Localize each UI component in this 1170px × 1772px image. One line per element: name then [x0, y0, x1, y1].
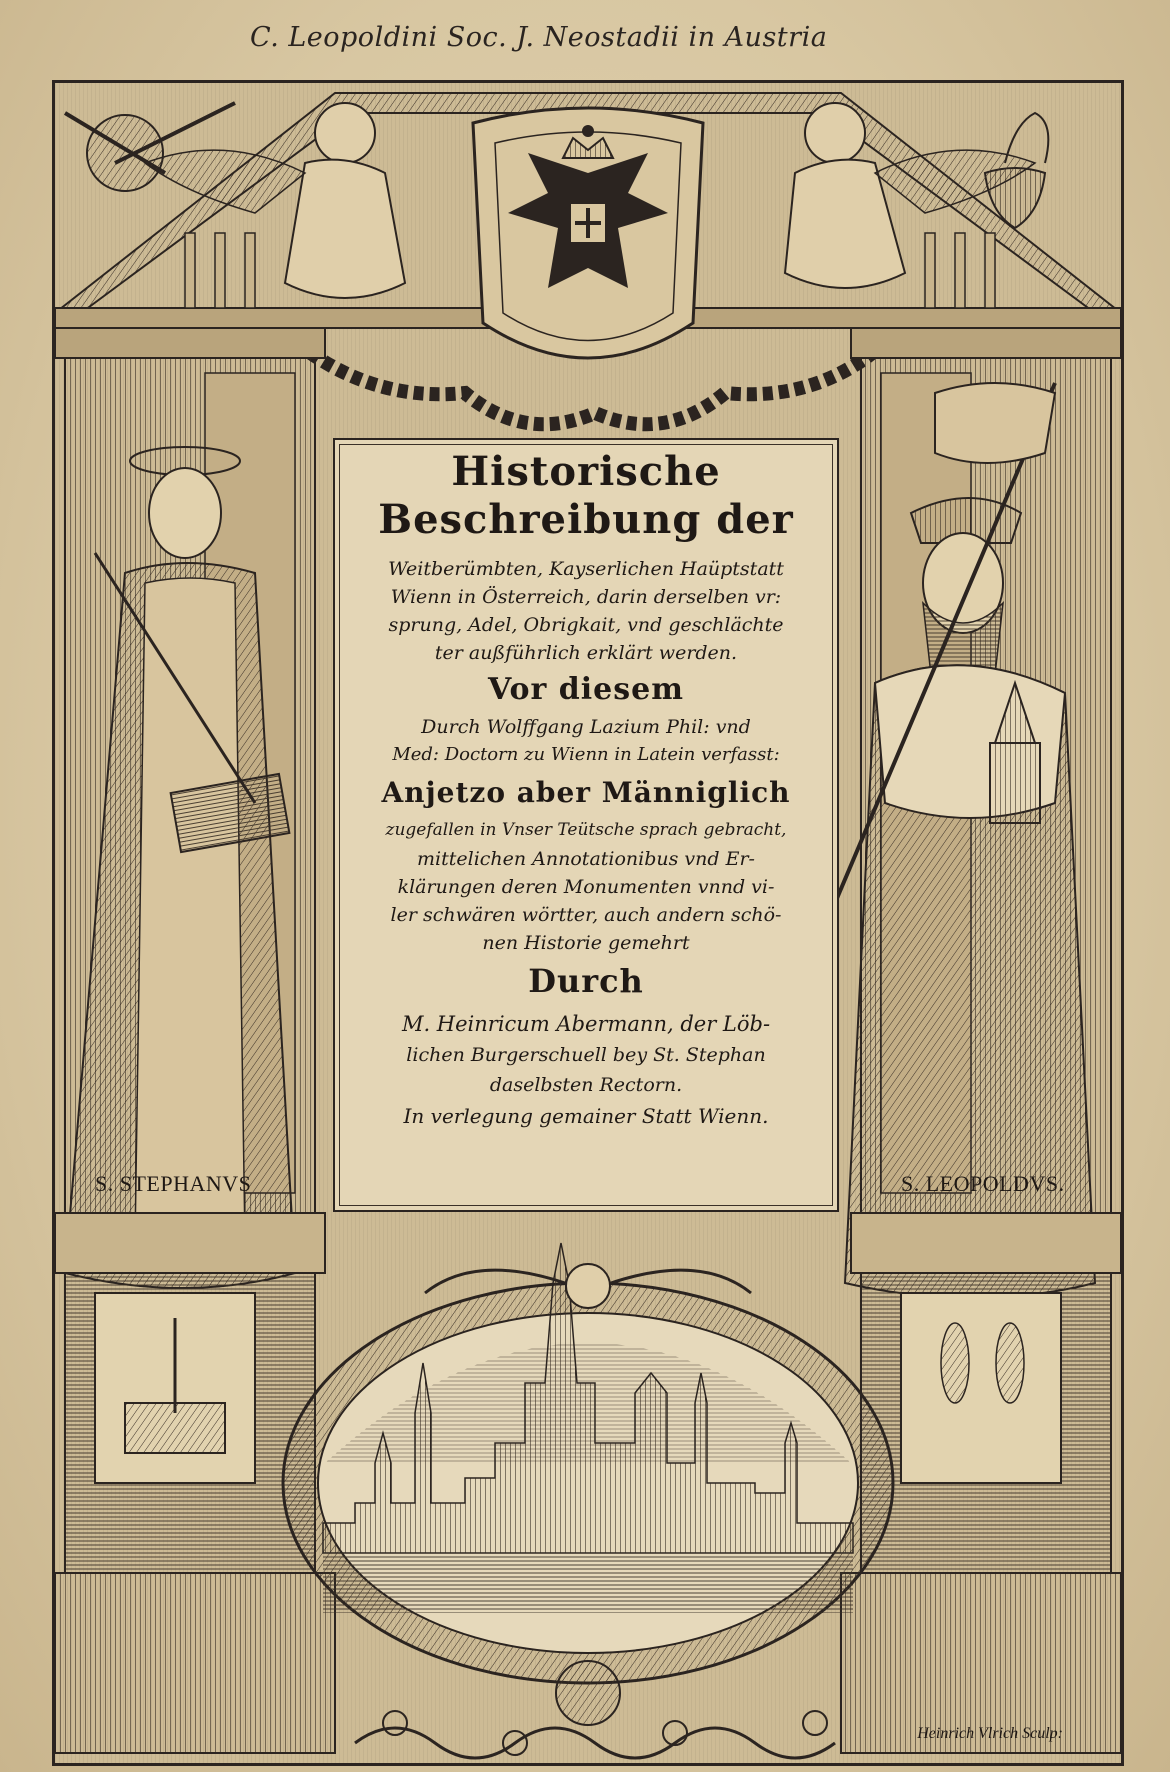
vienna-view-medallion — [283, 1243, 893, 1725]
title-page-text — [335, 440, 837, 1210]
floral-border — [355, 1728, 835, 1758]
title-line-16: Durch — [528, 962, 644, 1000]
title-line-6: ter außführlich erklärt werden. — [434, 642, 738, 664]
title-line-4: Wienn in Österreich, darin derselben vr: — [390, 586, 782, 608]
title-cartouche — [333, 438, 839, 1212]
title-line-12: mittelichen Annotationibus vnd Er- — [417, 848, 755, 870]
handwritten-inscription: C. Leopoldini Soc. J. Neostadii in Austria — [250, 22, 828, 53]
title-line-14: ler schwären wörtter, auch andern schö- — [390, 904, 782, 926]
title-line-15: nen Historie gemehrt — [482, 932, 690, 954]
saint-leopold-label: S. LEOPOLDVS. — [901, 1171, 1065, 1196]
engraver-signature: Heinrich Vlrich Sculp: — [917, 1725, 1063, 1742]
engraved-plate — [52, 80, 1124, 1766]
title-line-1: Historische — [451, 448, 721, 495]
title-line-17: M. Heinricum Abermann, der Löb- — [401, 1012, 771, 1036]
title-line-19: daselbsten Rectorn. — [489, 1074, 683, 1096]
title-line-2: Beschreibung der — [378, 496, 794, 543]
title-line-7: Vor diesem — [488, 672, 684, 707]
title-line-5: sprung, Adel, Obrigkait, vnd geschlächte — [388, 614, 784, 636]
title-line-10: Anjetzo aber Männiglich — [381, 776, 791, 809]
saint-stephen-label: S. STEPHANVS — [95, 1171, 252, 1196]
imperial-coat-of-arms — [473, 108, 703, 358]
title-line-9: Med: Doctorn zu Wienn in Latein verfasst: — [392, 744, 780, 765]
title-line-8: Durch Wolffgang Lazium Phil: vnd — [421, 716, 751, 738]
title-line-3: Weitberümbten, Kayserlichen Haüptstatt — [388, 558, 784, 580]
globe-ornament — [87, 115, 163, 191]
left-cherub — [145, 103, 405, 298]
title-line-13: klärungen deren Monumenten vnnd vi- — [397, 876, 775, 898]
title-line-18: lichen Burgerschuell bey St. Stephan — [406, 1044, 766, 1066]
title-line-20: In verlegung gemainer Statt Wienn. — [403, 1104, 769, 1128]
title-line-11: zugefallen in Vnser Teütsche sprach gebracht, — [385, 820, 787, 840]
